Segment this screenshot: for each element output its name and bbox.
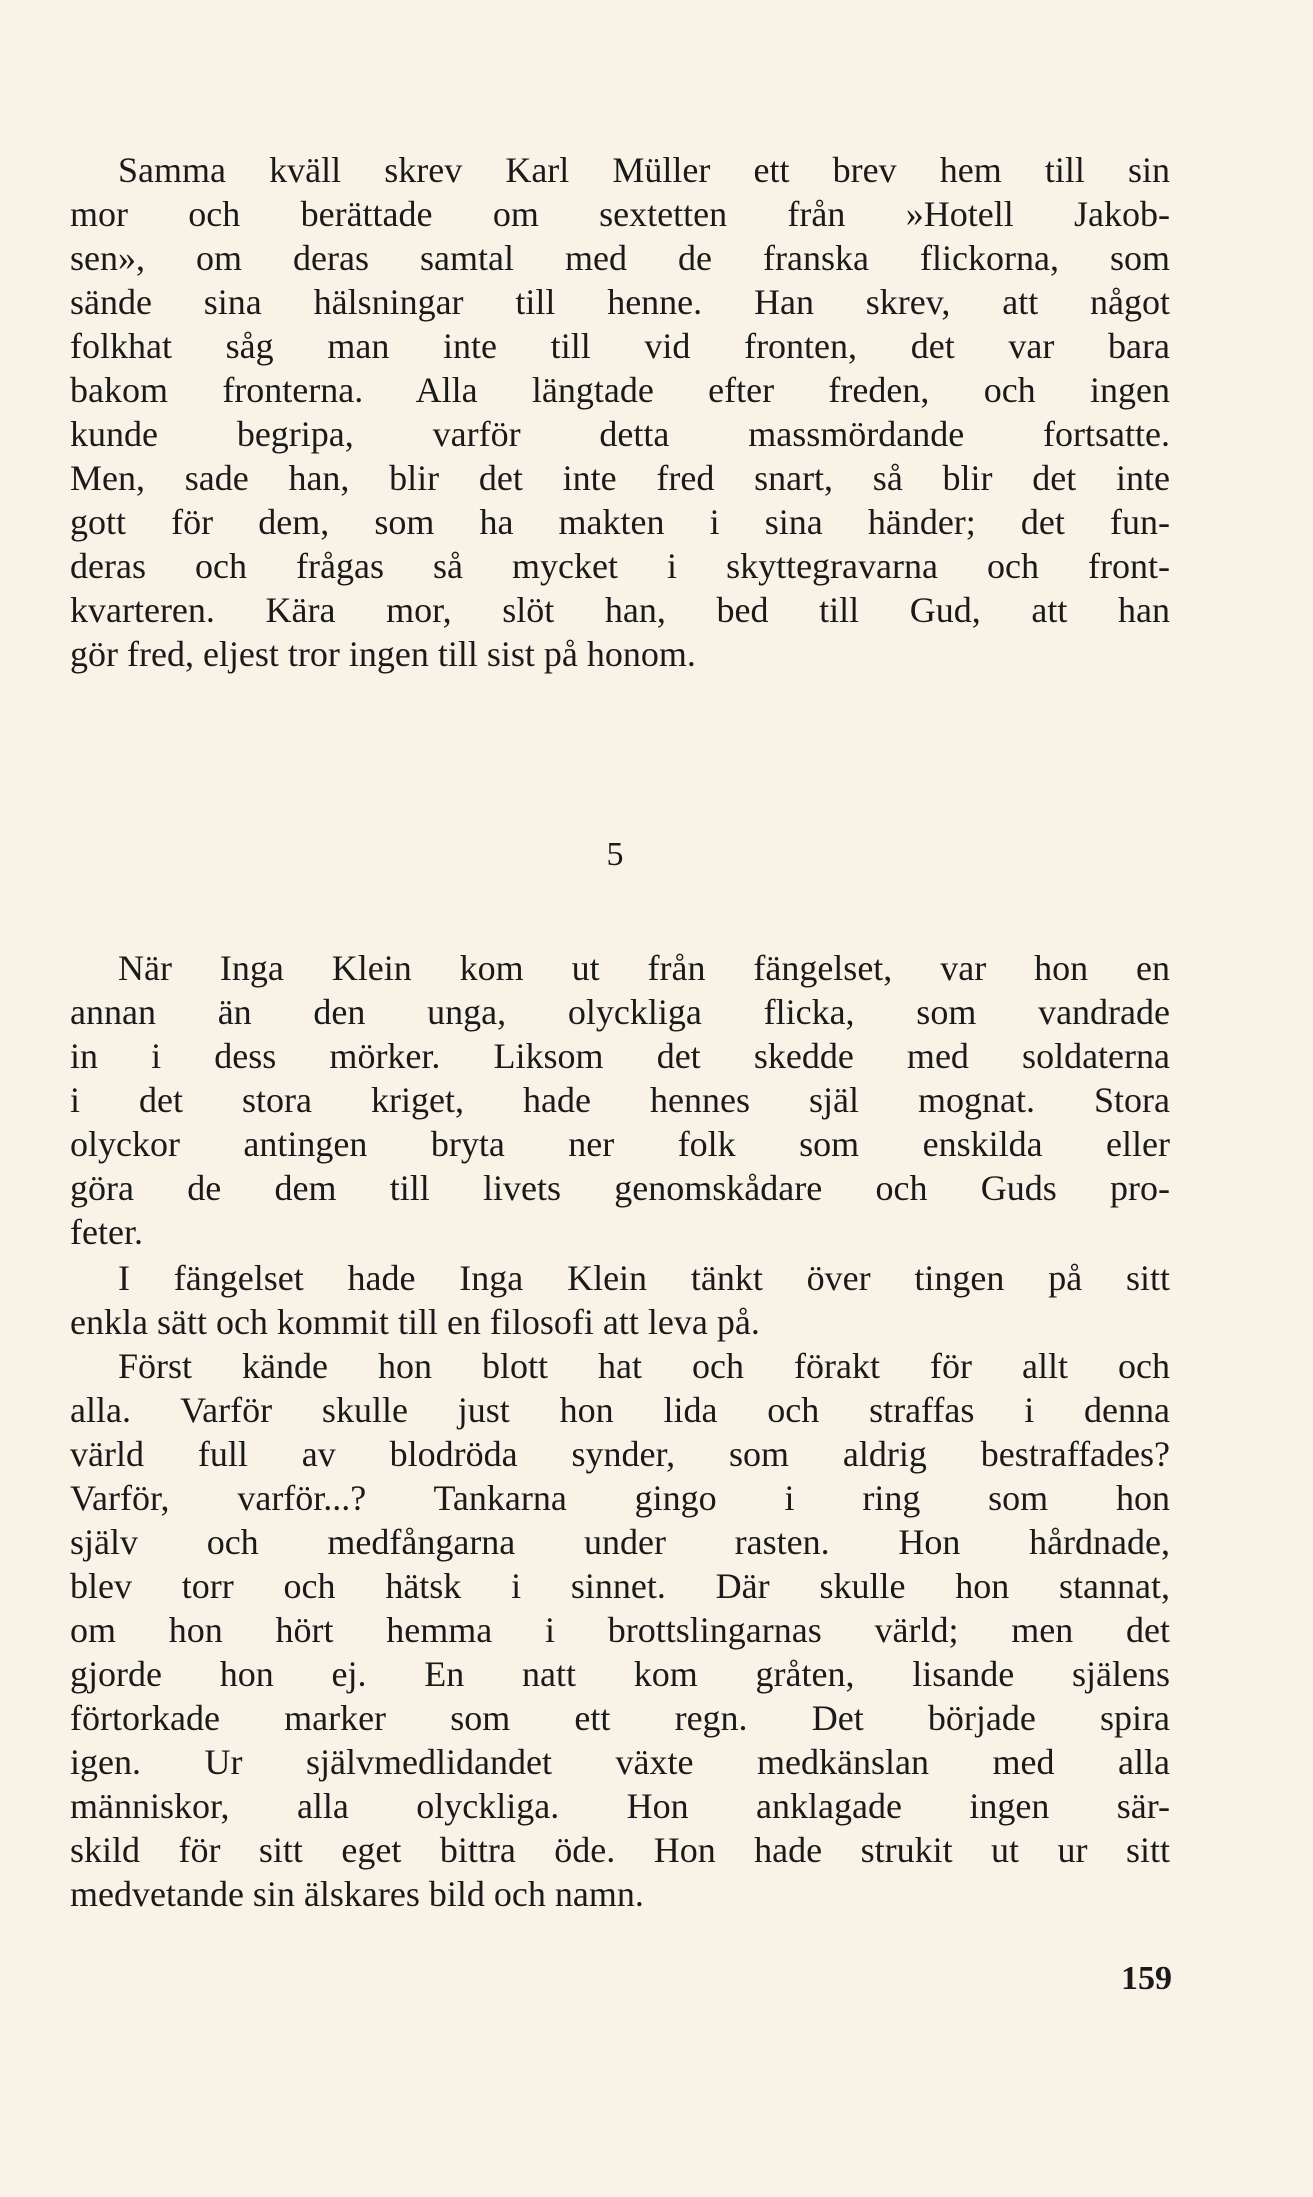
text-line: sände sina hälsningar till henne. Han skrev, att något <box>70 282 1170 322</box>
paragraph <box>70 946 1170 1254</box>
text-line: Först kände hon blott hat och förakt för allt och <box>118 1346 1170 1386</box>
text-line: i det stora kriget, hade hennes själ mognat. Stora <box>70 1080 1170 1120</box>
section-number: 5 <box>606 836 624 873</box>
text-line: Samma kväll skrev Karl Müller ett brev hem till sin <box>118 150 1170 190</box>
text-line: När Inga Klein kom ut från fängelset, var hon en <box>118 948 1170 988</box>
text-line: deras och frågas så mycket i skyttegravarna och front- <box>70 546 1170 586</box>
text-line: kvarteren. Kära mor, slöt han, bed till Gud, att han <box>70 590 1170 630</box>
text-line: gott för dem, som ha makten i sina händer; det fun- <box>70 502 1170 542</box>
text-line: in i dess mörker. Liksom det skedde med soldaterna <box>70 1036 1170 1076</box>
text-line: sen», om deras samtal med de franska flickorna, som <box>70 238 1170 278</box>
text-line: folkhat såg man inte till vid fronten, det var bara <box>70 326 1170 366</box>
text-line: gör fred, eljest tror ingen till sist på honom. <box>70 634 696 674</box>
text-line: själv och medfångarna under rasten. Hon hårdnade, <box>70 1522 1170 1562</box>
text-line: Men, sade han, blir det inte fred snart, så blir det inte <box>70 458 1170 498</box>
text-line: mor och berättade om sextetten från »Hotell Jakob- <box>70 194 1170 234</box>
text-line: göra de dem till livets genomskådare och Guds pro- <box>70 1168 1170 1208</box>
text-line: förtorkade marker som ett regn. Det började spira <box>70 1698 1170 1738</box>
paragraph <box>70 148 1170 676</box>
text-line: annan än den unga, olyckliga flicka, som vandrade <box>70 992 1170 1032</box>
text-line: medvetande sin älskares bild och namn. <box>70 1874 644 1914</box>
text-line: värld full av blodröda synder, som aldrig bestraffades? <box>70 1434 1170 1474</box>
paragraph <box>70 1344 1170 1916</box>
text-line: Varför, varför...? Tankarna gingo i ring som hon <box>70 1478 1170 1518</box>
paragraph <box>70 1256 1170 1344</box>
text-line: feter. <box>70 1212 143 1252</box>
text-line: om hon hört hemma i brottslingarnas värld; men det <box>70 1610 1170 1650</box>
text-line: igen. Ur självmedlidandet växte medkänslan med alla <box>70 1742 1170 1782</box>
text-line: gjorde hon ej. En natt kom gråten, lisande själens <box>70 1654 1170 1694</box>
text-line: alla. Varför skulle just hon lida och straffas i denna <box>70 1390 1170 1430</box>
text-line: människor, alla olyckliga. Hon anklagade ingen sär- <box>70 1786 1170 1826</box>
text-line: blev torr och hätsk i sinnet. Där skulle hon stannat, <box>70 1566 1170 1606</box>
text-line: I fängelset hade Inga Klein tänkt över tingen på sitt <box>118 1258 1170 1298</box>
text-line: skild för sitt eget bittra öde. Hon hade strukit ut ur sitt <box>70 1830 1170 1870</box>
text-line: olyckor antingen bryta ner folk som enskilda eller <box>70 1124 1170 1164</box>
text-line: bakom fronterna. Alla längtade efter freden, och ingen <box>70 370 1170 410</box>
text-line: enkla sätt och kommit till en filosofi att leva på. <box>70 1302 760 1342</box>
text-line: kunde begripa, varför detta massmördande fortsatte. <box>70 414 1170 454</box>
page-number: 159 <box>1121 1960 1172 1997</box>
